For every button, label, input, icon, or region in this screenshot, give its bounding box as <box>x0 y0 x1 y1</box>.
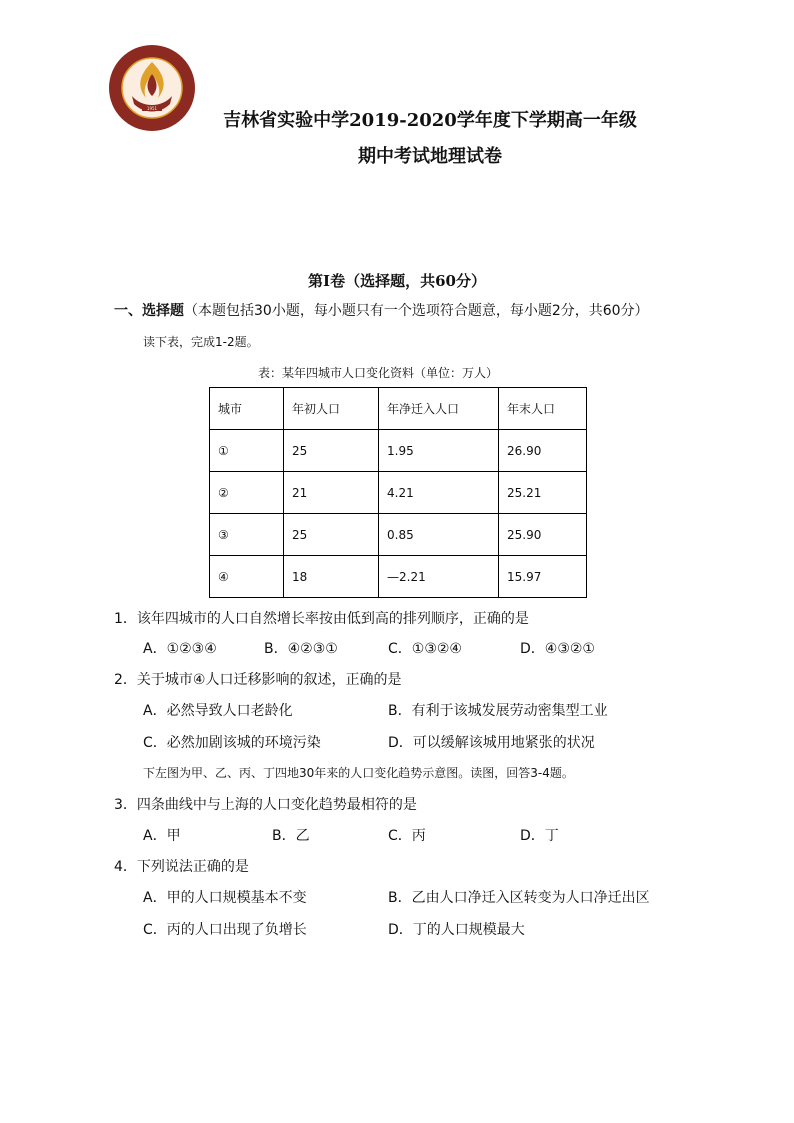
table-cell: 25.90 <box>499 514 587 556</box>
table-cell: —2.21 <box>379 556 499 598</box>
table-cell: 25 <box>284 514 379 556</box>
table-row <box>210 514 587 556</box>
question-4-option-d: D．丁的人口规模最大 <box>388 922 525 938</box>
question-2-option-b: B．有利于该城发展劳动密集型工业 <box>388 703 608 719</box>
question-3-option-c: C．丙 <box>388 828 426 844</box>
question-3-option-b: B．乙 <box>272 828 310 844</box>
question-2-stem: 2．关于城市④人口迁移影响的叙述，正确的是 <box>114 672 402 688</box>
section-heading <box>114 300 649 320</box>
table-cell: 25.21 <box>499 472 587 514</box>
school-logo <box>108 44 196 132</box>
table-row <box>210 556 587 598</box>
question-4-option-c: C．丙的人口出现了负增长 <box>143 922 307 938</box>
table-cell: 0.85 <box>379 514 499 556</box>
table-header-cell: 年初人口 <box>284 388 379 430</box>
table-cell: ③ <box>210 514 284 556</box>
table-header-cell: 年末人口 <box>499 388 587 430</box>
table-header-cell: 城市 <box>210 388 284 430</box>
question-2-option-a: A．必然导致人口老龄化 <box>143 703 293 719</box>
table-caption: 表：某年四城市人口变化资料（单位：万人） <box>258 366 499 380</box>
table-cell: 4.21 <box>379 472 499 514</box>
question-1-option-d: D．④③②① <box>520 641 595 657</box>
table-row <box>210 472 587 514</box>
exam-title-line-1: 吉林省实验中学2019-2020学年度下学期高一年级 <box>223 110 637 131</box>
table-row <box>210 430 587 472</box>
population-table <box>209 387 587 598</box>
table-cell: 21 <box>284 472 379 514</box>
section-title: 第Ⅰ卷（选择题，共60分） <box>308 272 486 290</box>
section-heading-rest: （本题包括30小题，每小题只有一个选项符合题意，每小题2分，共60分） <box>184 303 649 319</box>
question-1-option-a: A．①②③④ <box>143 641 217 657</box>
question-3-stem: 3．四条曲线中与上海的人口变化趋势最相符的是 <box>114 797 417 813</box>
exam-title-line-2: 期中考试地理试卷 <box>358 146 502 167</box>
table-cell: 26.90 <box>499 430 587 472</box>
instruction-1: 读下表，完成1-2题。 <box>143 335 259 349</box>
table-cell: 18 <box>284 556 379 598</box>
table-cell: 1.95 <box>379 430 499 472</box>
table-cell: ④ <box>210 556 284 598</box>
table-header-cell: 年净迁入人口 <box>379 388 499 430</box>
table-cell: 25 <box>284 430 379 472</box>
question-4-option-a: A．甲的人口规模基本不变 <box>143 890 307 906</box>
section-heading-bold: 一、选择题 <box>114 303 184 319</box>
question-4-stem: 4．下列说法正确的是 <box>114 859 249 875</box>
question-1-stem: 1．该年四城市的人口自然增长率按由低到高的排列顺序，正确的是 <box>114 611 529 627</box>
question-1-option-c: C．①③②④ <box>388 641 462 657</box>
table-cell: ② <box>210 472 284 514</box>
question-2-option-c: C．必然加剧该城的环境污染 <box>143 735 321 751</box>
question-4-option-b: B．乙由人口净迁入区转变为人口净迁出区 <box>388 890 650 906</box>
instruction-2: 下左图为甲、乙、丙、丁四地30年来的人口变化趋势示意图。读图，回答3-4题。 <box>143 766 574 780</box>
question-3-option-a: A．甲 <box>143 828 181 844</box>
question-2-option-d: D．可以缓解该城用地紧张的状况 <box>388 735 595 751</box>
table-header-row <box>210 388 587 430</box>
table-cell: ① <box>210 430 284 472</box>
question-1-option-b: B．④②③① <box>264 641 338 657</box>
school-seal-icon <box>108 44 196 132</box>
svg-text:1951: 1951 <box>146 106 158 111</box>
table-cell: 15.97 <box>499 556 587 598</box>
question-3-option-d: D．丁 <box>520 828 559 844</box>
